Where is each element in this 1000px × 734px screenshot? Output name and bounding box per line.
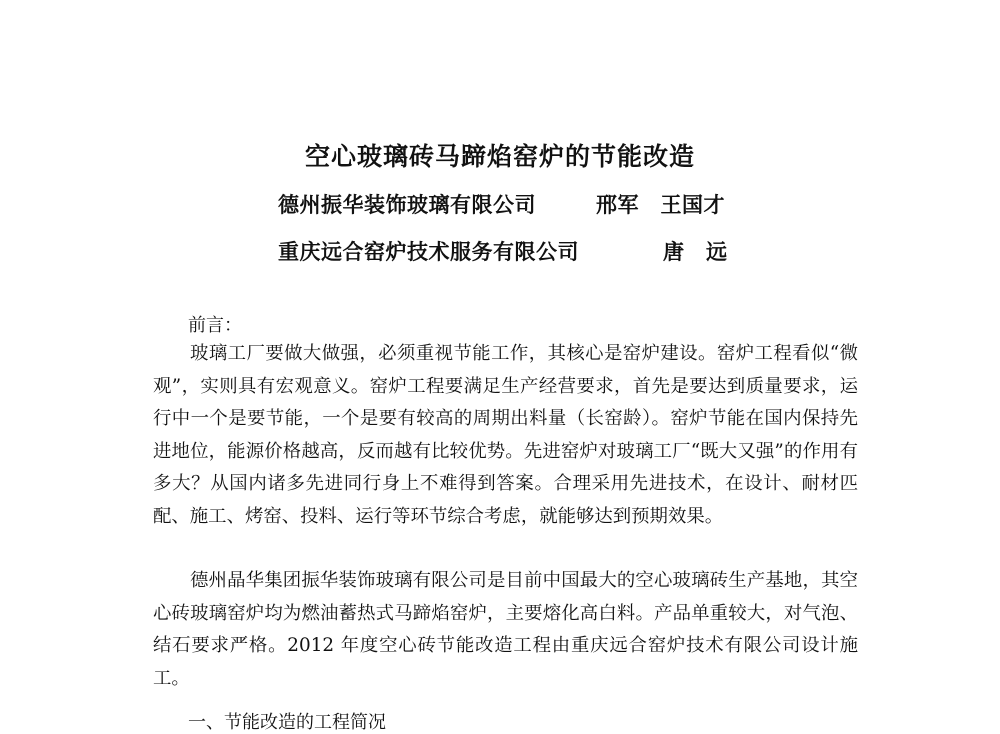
author-names-2: 唐 远 <box>663 239 728 264</box>
author-names-1: 邢军 王国才 <box>596 192 725 217</box>
author-org-1: 德州振华装饰玻璃有限公司 <box>278 192 536 217</box>
section-heading: 一、节能改造的工程简况 <box>188 712 386 733</box>
body-paragraph-1: 玻璃工厂要做大做强，必须重视节能工作，其核心是窑炉建设。窑炉工程看似“微观”，实则具有宏观意义。窑炉工程要满足生产经营要求，首先是要达到质量要求，运行中一个是要节能，一个是要有较高的周期出料量（长窑龄）。窑炉节能在国内保持先进地位，能源价格越高，反而越有比较优势。先进窑炉对玻璃工厂“既大又强”的作用有多大？从国内诸多先进同行身上不难得到答案。合理采用先进技术，在设计、耐材匹配、施工、烤窑、投料、运行等环节综合考虑，就能够达到预期效果。 <box>153 343 858 527</box>
document-title: 空心玻璃砖马蹄焰窑炉的节能改造 <box>304 142 695 171</box>
preface-label: 前言： <box>188 315 242 336</box>
author-org-2: 重庆远合窑炉技术服务有限公司 <box>278 239 579 264</box>
body-paragraph-2: 德州晶华集团振华装饰玻璃有限公司是目前中国最大的空心玻璃砖生产基地，其空心砖玻璃窑炉均为燃油蓄热式马蹄焰窑炉，主要熔化高白料。产品单重较大，对气泡、结石要求严格。2012 年度空心砖节能改造工程由重庆远合窑炉技术有限公司设计施工。 <box>153 570 858 689</box>
